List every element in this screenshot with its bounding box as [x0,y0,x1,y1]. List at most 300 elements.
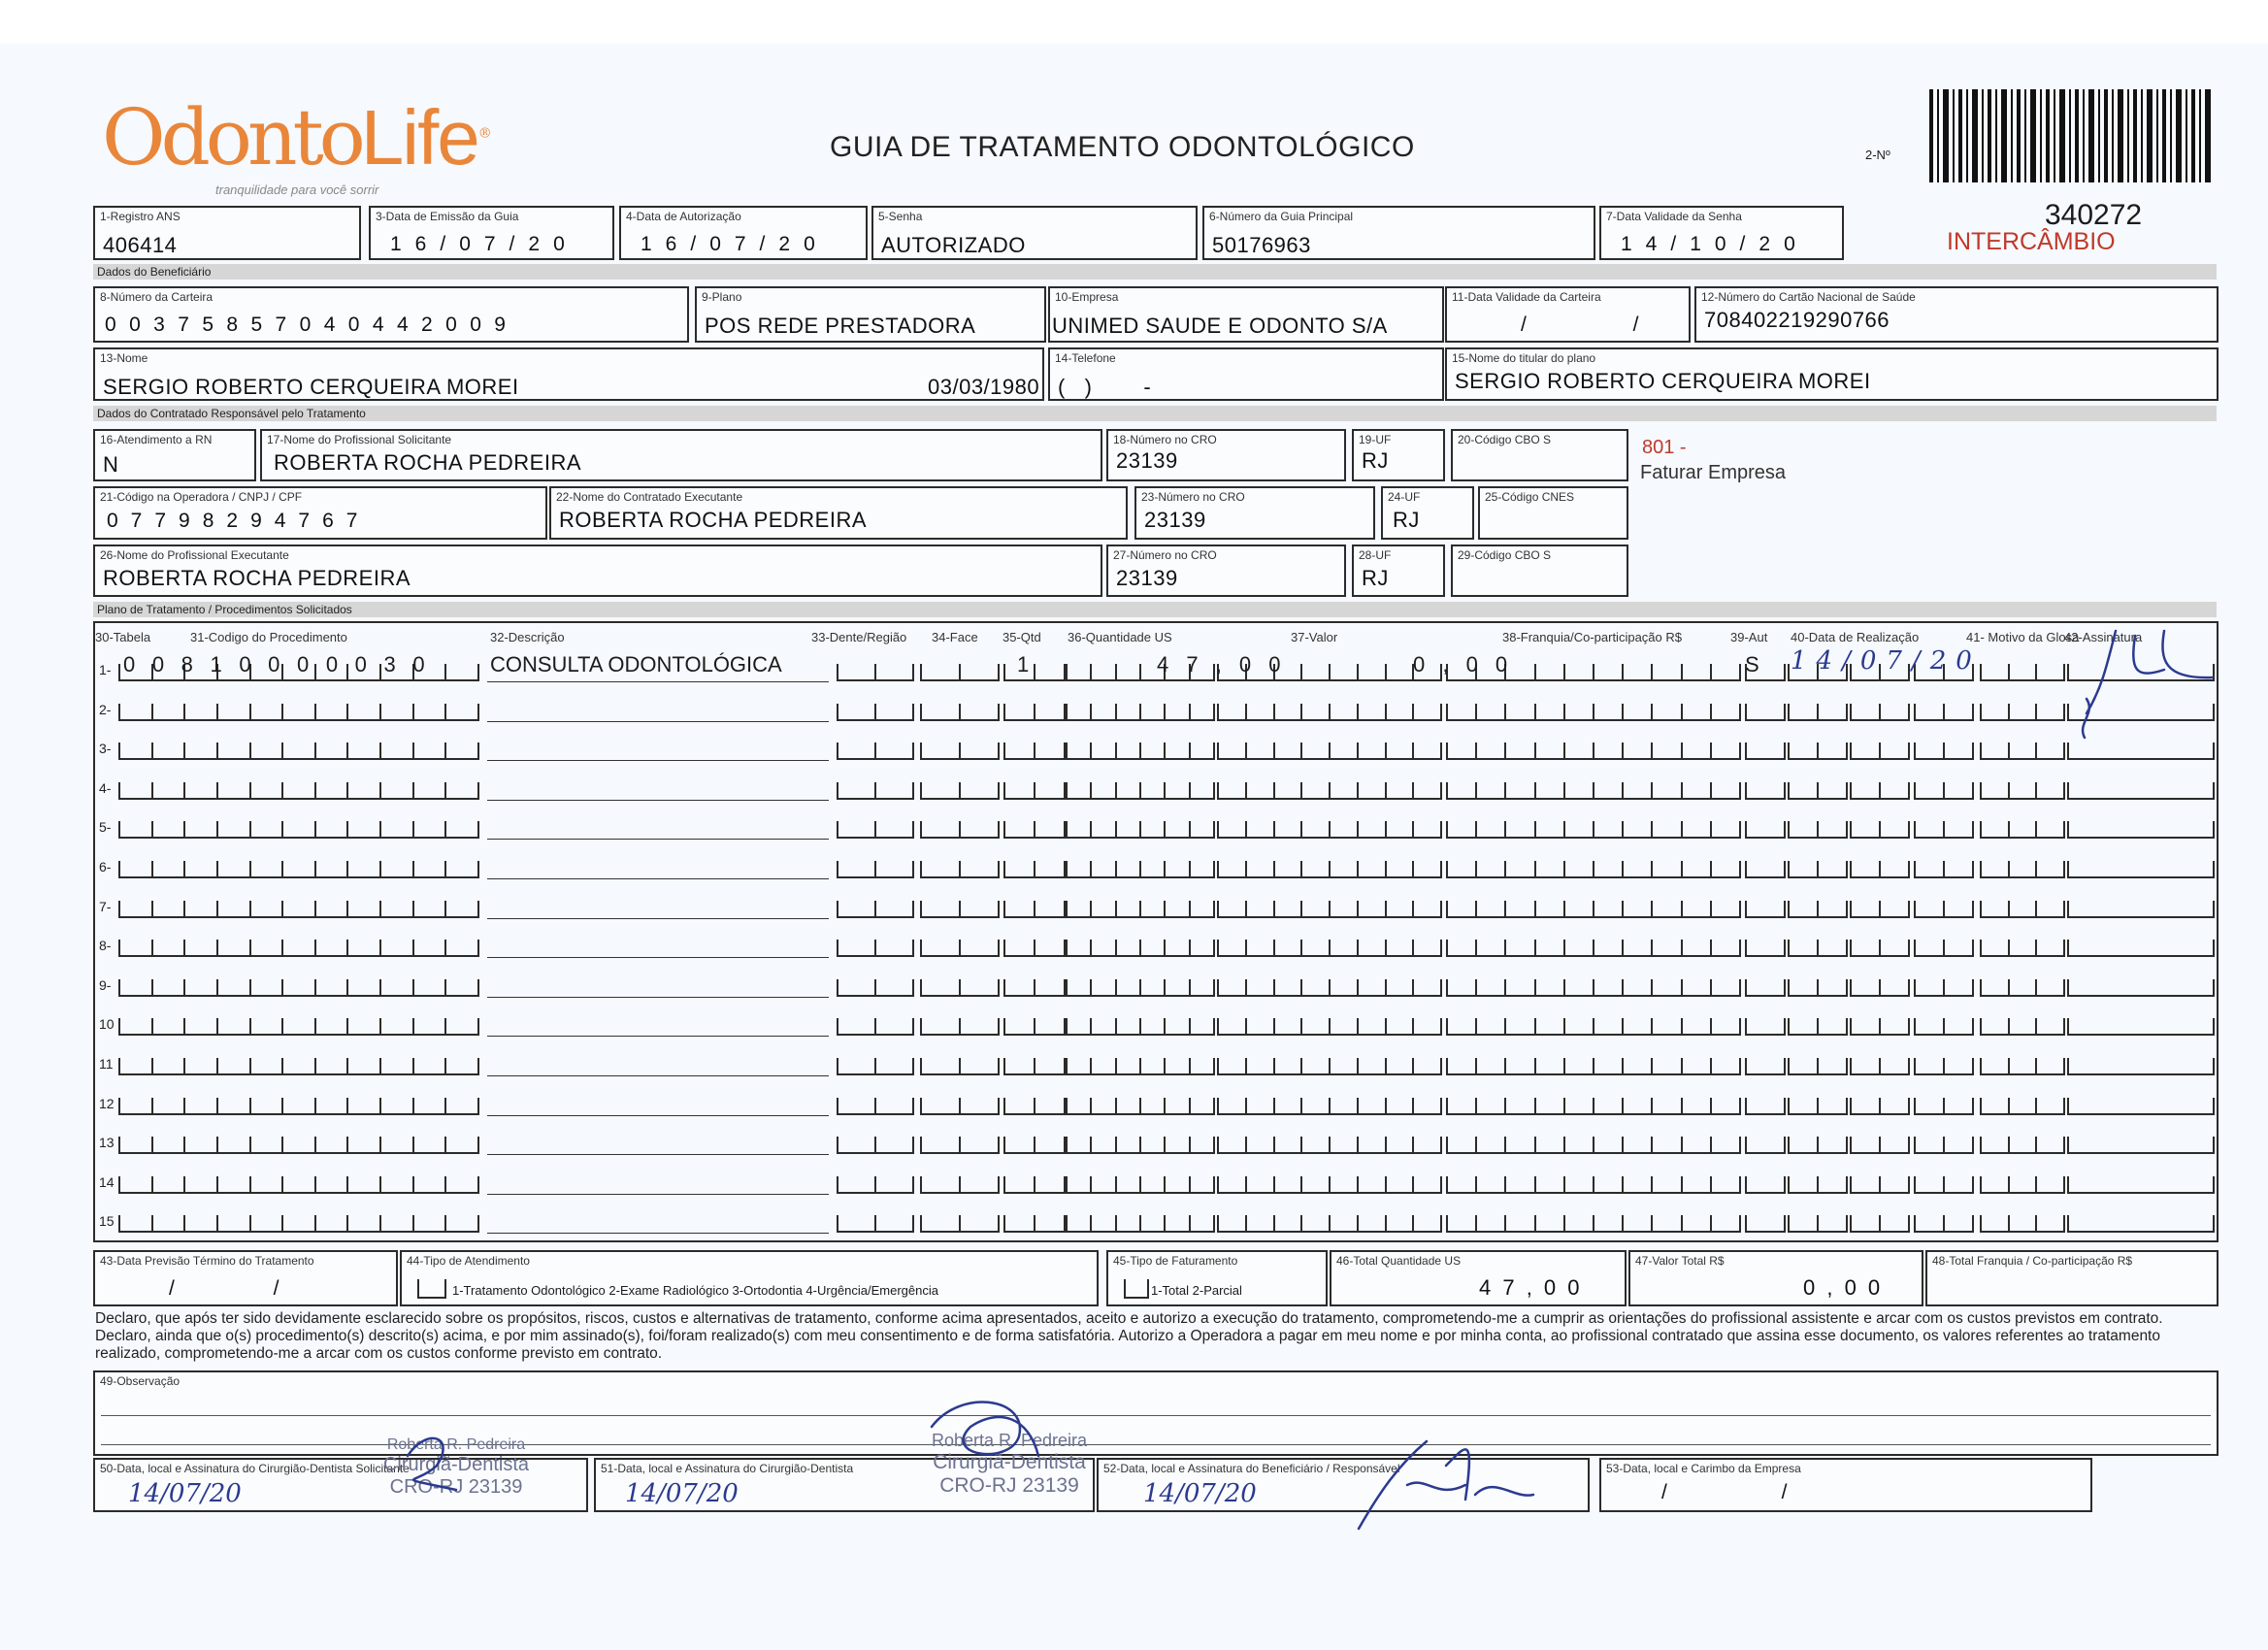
table-cell[interactable] [379,1058,414,1075]
table-cell[interactable] [1681,940,1712,957]
table-cell[interactable] [1651,1137,1682,1154]
table-cell[interactable] [2067,861,2215,878]
table-cell[interactable] [314,1018,349,1036]
table-cell[interactable] [837,1215,876,1233]
table-cell[interactable] [1980,901,2010,918]
table-cell[interactable] [1914,742,1945,760]
table-cell[interactable] [151,742,186,760]
table-cell[interactable] [1139,1137,1166,1154]
table-cell[interactable] [1357,1098,1387,1115]
table-cell[interactable] [1115,1098,1141,1115]
table-cell[interactable] [1329,901,1359,918]
table-cell[interactable] [1914,901,1945,918]
table-cell[interactable] [1090,1137,1116,1154]
table-cell[interactable] [2067,901,2215,918]
table-cell[interactable] [444,782,479,800]
table-cell[interactable] [1563,664,1594,681]
table-cell[interactable] [837,979,876,997]
field-profissional-solicitante[interactable]: 17-Nome do Profissional Solicitante ROBERTA ROCHA PEDREIRA [260,429,1102,481]
table-cell[interactable] [959,742,1000,760]
table-cell[interactable] [249,1137,284,1154]
table-cell[interactable] [2035,704,2065,721]
table-cell[interactable] [920,979,961,997]
table-cell[interactable] [1357,1018,1387,1036]
table-cell[interactable] [1534,901,1565,918]
field-uf-24[interactable]: 24-UF RJ [1381,486,1474,540]
table-cell[interactable] [1385,821,1415,839]
table-cell[interactable] [1090,782,1116,800]
table-cell[interactable] [1003,704,1035,721]
table-cell[interactable] [1066,1215,1092,1233]
table-cell[interactable] [1164,821,1190,839]
table-cell[interactable] [1914,1176,1945,1194]
table-cell[interactable] [281,1176,316,1194]
table-cell[interactable] [281,1137,316,1154]
table-cell[interactable] [837,1058,876,1075]
table-cell[interactable] [1651,1176,1682,1194]
table-cell[interactable] [314,742,349,760]
table-cell[interactable] [412,821,447,839]
table-cell[interactable] [1914,979,1945,997]
table-cell[interactable] [183,742,218,760]
table-cell[interactable] [1504,742,1535,760]
table-cell[interactable] [1003,861,1035,878]
table-cell[interactable] [118,979,153,997]
table-cell[interactable] [1300,861,1331,878]
table-cell[interactable] [1475,1176,1506,1194]
table-cell[interactable] [920,940,961,957]
table-cell[interactable] [249,704,284,721]
field-observacao[interactable]: 49-Observação [93,1370,2219,1456]
table-cell[interactable] [412,1137,447,1154]
table-cell[interactable] [1003,940,1035,957]
table-cell[interactable] [1446,901,1477,918]
table-cell[interactable] [1164,861,1190,878]
table-cell[interactable] [1710,861,1741,878]
table-cell[interactable] [1446,979,1477,997]
table-cell[interactable] [1189,1018,1215,1036]
table-cell[interactable] [1300,1018,1331,1036]
table-cell[interactable] [1329,1058,1359,1075]
table-cell[interactable] [281,1058,316,1075]
table-cell[interactable] [1385,1018,1415,1036]
table-cell[interactable] [281,979,316,997]
table-cell[interactable] [1189,901,1215,918]
field-nome[interactable]: 13-Nome SERGIO ROBERTO CERQUEIRA MOREI 03/03/1980 [93,347,1044,401]
table-cell[interactable] [959,704,1000,721]
table-cell[interactable] [1622,1058,1653,1075]
table-cell[interactable] [183,1137,218,1154]
table-cell[interactable] [1943,1215,1974,1233]
table-cell[interactable] [1090,821,1116,839]
table-cell[interactable] [1681,821,1712,839]
table-cell[interactable] [1446,821,1477,839]
table-cell[interactable] [1217,704,1247,721]
table-cell[interactable] [959,979,1000,997]
table-cell[interactable] [1139,901,1166,918]
table-cell[interactable] [2035,1018,2065,1036]
table-cell[interactable] [1651,664,1682,681]
table-cell[interactable] [1710,1058,1741,1075]
table-cell[interactable] [1273,821,1303,839]
table-cell[interactable] [1914,1058,1945,1075]
table-cell[interactable] [1273,1137,1303,1154]
table-cell[interactable] [1446,861,1477,878]
table-cell[interactable] [1710,1215,1741,1233]
table-cell[interactable] [314,861,349,878]
table-cell[interactable] [1817,1137,1848,1154]
table-cell[interactable] [1622,940,1653,957]
table-cell[interactable] [1710,821,1741,839]
table-cell[interactable] [920,742,961,760]
table-cell[interactable] [2008,782,2038,800]
table-cell[interactable] [1139,704,1166,721]
table-cell[interactable] [1850,979,1881,997]
table-cell[interactable] [1504,1137,1535,1154]
table-cell[interactable] [281,901,316,918]
table-cell[interactable] [1504,1098,1535,1115]
table-cell[interactable] [1563,1176,1594,1194]
table-cell[interactable] [874,901,914,918]
table-cell[interactable] [1788,1176,1819,1194]
table-cell[interactable] [379,861,414,878]
table-cell[interactable] [1563,1215,1594,1233]
table-cell[interactable] [346,742,381,760]
table-cell[interactable] [1943,1098,1974,1115]
table-cell[interactable] [1217,821,1247,839]
table-cell[interactable] [216,1137,251,1154]
table-cell[interactable] [1329,664,1359,681]
table-cell[interactable] [1622,861,1653,878]
table-cell[interactable] [151,1137,186,1154]
table-cell[interactable] [1563,821,1594,839]
table-cell[interactable] [412,1176,447,1194]
table-cell[interactable] [2008,821,2038,839]
table-cell[interactable] [1300,1215,1331,1233]
table-cell[interactable] [1710,704,1741,721]
table-cell[interactable] [281,821,316,839]
table-cell[interactable] [1329,1018,1359,1036]
table-cell[interactable] [1139,1098,1166,1115]
table-cell[interactable] [1850,1215,1881,1233]
table-cell[interactable] [118,782,153,800]
table-cell[interactable] [1446,1098,1477,1115]
table-cell[interactable] [444,940,479,957]
table-cell[interactable] [412,782,447,800]
table-cell[interactable] [118,861,153,878]
table-cell[interactable] [1817,901,1848,918]
table-cell[interactable] [1943,1018,1974,1036]
table-cell[interactable] [1066,1176,1092,1194]
table-cell[interactable] [1817,1018,1848,1036]
table-cell[interactable] [1850,1058,1881,1075]
table-cell[interactable] [1003,901,1035,918]
table-cell[interactable] [1139,742,1166,760]
table-cell[interactable] [2067,664,2215,681]
table-cell[interactable] [1003,1058,1035,1075]
table-cell[interactable] [346,1137,381,1154]
table-cell[interactable] [1943,1137,1974,1154]
table-cell[interactable] [1446,1137,1477,1154]
table-cell[interactable] [379,940,414,957]
table-cell[interactable] [1090,1176,1116,1194]
table-cell[interactable] [2008,979,2038,997]
table-cell[interactable] [1980,940,2010,957]
table-cell[interactable] [1879,1058,1910,1075]
table-cell[interactable] [1245,861,1275,878]
table-cell[interactable] [1788,1018,1819,1036]
table-cell[interactable] [1066,1058,1092,1075]
table-cell[interactable] [874,742,914,760]
table-cell[interactable] [1245,1058,1275,1075]
table-cell[interactable] [920,861,961,878]
table-cell[interactable] [2008,704,2038,721]
table-cell[interactable] [1034,664,1066,681]
table-cell[interactable] [874,1215,914,1233]
table-cell[interactable] [1446,1176,1477,1194]
table-cell[interactable] [1412,1098,1442,1115]
table-cell[interactable] [1003,782,1035,800]
table-cell[interactable] [1245,1215,1275,1233]
field-assinatura-50[interactable]: 50-Data, local e Assinatura do Cirurgião-Dentista Solicitante 14/07/20 [93,1458,588,1512]
table-cell[interactable] [281,704,316,721]
table-cell[interactable] [1475,861,1506,878]
table-cell[interactable] [1622,979,1653,997]
table-cell[interactable] [1504,940,1535,957]
table-cell[interactable] [1245,742,1275,760]
table-cell[interactable] [2008,1137,2038,1154]
table-cell[interactable] [216,901,251,918]
table-cell[interactable] [216,1098,251,1115]
field-cro-23[interactable]: 23-Número no CRO 23139 [1134,486,1375,540]
table-cell[interactable] [346,782,381,800]
table-cell[interactable] [1034,821,1066,839]
table-cell[interactable] [1003,1137,1035,1154]
table-cell[interactable] [920,901,961,918]
table-cell[interactable] [314,901,349,918]
table-cell[interactable] [1385,1137,1415,1154]
table-cell[interactable] [1385,704,1415,721]
table-cell[interactable] [1534,664,1565,681]
table-cell[interactable] [1090,861,1116,878]
table-cell[interactable] [1217,940,1247,957]
table-cell[interactable] [1412,821,1442,839]
table-cell[interactable] [1329,861,1359,878]
table-cell[interactable] [1217,901,1247,918]
table-cell[interactable] [959,1018,1000,1036]
table-cell[interactable] [1300,664,1331,681]
table-cell[interactable] [1115,901,1141,918]
table-cell[interactable] [837,940,876,957]
table-cell[interactable] [1217,861,1247,878]
table-cell[interactable] [1164,1137,1190,1154]
table-cell[interactable] [920,1215,961,1233]
table-cell[interactable] [1817,782,1848,800]
table-cell[interactable] [1879,1137,1910,1154]
table-cell[interactable] [1817,821,1848,839]
table-cell[interactable] [346,704,381,721]
table-cell[interactable] [1563,1098,1594,1115]
table-cell[interactable] [1412,1215,1442,1233]
table-cell[interactable] [379,1018,414,1036]
table-cell[interactable] [874,1137,914,1154]
table-cell[interactable] [1066,821,1092,839]
table-cell[interactable] [1329,782,1359,800]
table-cell[interactable] [1593,664,1624,681]
table-cell[interactable] [874,1018,914,1036]
table-cell[interactable] [1980,664,2010,681]
table-cell[interactable] [1563,742,1594,760]
table-cell[interactable] [1850,861,1881,878]
table-cell[interactable] [1943,1058,1974,1075]
table-cell[interactable] [1980,1098,2010,1115]
table-cell[interactable] [1164,1098,1190,1115]
table-cell[interactable] [2035,901,2065,918]
table-cell[interactable] [1504,1176,1535,1194]
table-cell[interactable] [1850,1176,1881,1194]
field-validade-carteira[interactable]: 11-Data Validade da Carteira / / [1445,286,1691,343]
table-cell[interactable] [1850,901,1881,918]
table-cell[interactable] [1329,1176,1359,1194]
table-cell[interactable] [151,1018,186,1036]
table-cell[interactable] [444,901,479,918]
table-cell[interactable] [118,1098,153,1115]
table-cell[interactable] [874,861,914,878]
tipo-faturamento-input[interactable] [1124,1279,1149,1299]
table-cell[interactable] [1412,1176,1442,1194]
table-cell[interactable] [183,901,218,918]
table-cell[interactable] [379,1176,414,1194]
table-cell[interactable] [920,1058,961,1075]
table-cell[interactable] [1357,821,1387,839]
field-cro-18[interactable]: 18-Número no CRO 23139 [1106,429,1346,481]
table-cell[interactable] [1651,979,1682,997]
table-cell[interactable] [1710,664,1741,681]
table-cell[interactable] [1710,901,1741,918]
table-cell[interactable] [1385,901,1415,918]
field-data-emissao[interactable]: 3-Data de Emissão da Guia 16/07/20 [369,206,614,260]
table-cell[interactable] [2035,1098,2065,1115]
table-cell[interactable] [249,1058,284,1075]
table-cell[interactable] [920,782,961,800]
table-cell[interactable] [183,782,218,800]
table-cell[interactable] [1003,742,1035,760]
table-cell[interactable] [1980,1058,2010,1075]
table-cell[interactable] [1273,861,1303,878]
table-cell[interactable] [1563,861,1594,878]
table-cell[interactable] [1385,1058,1415,1075]
table-cell[interactable] [1139,861,1166,878]
table-cell[interactable] [346,901,381,918]
field-cro-27[interactable]: 27-Número no CRO 23139 [1106,544,1346,597]
table-cell[interactable] [1475,1215,1506,1233]
table-cell[interactable] [151,821,186,839]
table-cell[interactable] [1504,704,1535,721]
table-cell[interactable] [118,742,153,760]
table-cell[interactable] [1300,821,1331,839]
table-cell[interactable] [1593,742,1624,760]
table-cell[interactable] [1943,742,1974,760]
table-cell[interactable] [1980,782,2010,800]
table-cell[interactable] [1115,1058,1141,1075]
table-cell[interactable] [1879,821,1910,839]
table-cell[interactable] [959,782,1000,800]
table-cell[interactable] [1534,1098,1565,1115]
table-cell[interactable] [1681,782,1712,800]
table-cell[interactable] [1651,821,1682,839]
field-cbo-29[interactable]: 29-Código CBO S [1451,544,1628,597]
table-cell[interactable] [1563,1137,1594,1154]
table-cell[interactable] [1710,1176,1741,1194]
table-cell[interactable] [1273,1098,1303,1115]
field-senha[interactable]: 5-Senha AUTORIZADO [871,206,1198,260]
table-cell[interactable] [1593,979,1624,997]
table-cell[interactable] [1357,979,1387,997]
table-cell[interactable] [2035,1058,2065,1075]
table-cell[interactable] [1534,704,1565,721]
table-cell[interactable] [1300,979,1331,997]
table-cell[interactable] [1115,979,1141,997]
table-cell[interactable] [920,1018,961,1036]
table-cell[interactable] [2067,979,2215,997]
table-cell[interactable] [874,979,914,997]
table-cell[interactable] [1385,1098,1415,1115]
table-cell[interactable] [1534,861,1565,878]
table-cell[interactable] [444,704,479,721]
table-cell[interactable] [1189,979,1215,997]
table-cell[interactable] [379,1215,414,1233]
table-cell[interactable] [959,901,1000,918]
table-cell[interactable] [346,1215,381,1233]
table-cell[interactable] [379,821,414,839]
table-cell[interactable] [2035,1176,2065,1194]
table-cell[interactable] [1622,782,1653,800]
table-cell[interactable] [1217,1018,1247,1036]
table-cell[interactable] [1090,901,1116,918]
field-validade-senha[interactable]: 7-Data Validade da Senha 14/10/20 [1599,206,1844,260]
table-cell[interactable] [1217,1176,1247,1194]
table-cell[interactable] [118,1058,153,1075]
table-cell[interactable] [1914,1215,1945,1233]
table-cell[interactable] [1980,979,2010,997]
table-cell[interactable] [1850,742,1881,760]
field-data-autorizacao[interactable]: 4-Data de Autorização 16/07/20 [619,206,868,260]
table-cell[interactable] [412,1215,447,1233]
field-profissional-executante[interactable]: 26-Nome do Profissional Executante ROBERTA ROCHA PEDREIRA [93,544,1102,597]
table-cell[interactable] [412,861,447,878]
table-cell[interactable] [1475,940,1506,957]
table-cell[interactable] [1090,979,1116,997]
table-cell[interactable] [2067,1137,2215,1154]
table-cell[interactable] [1090,1098,1116,1115]
table-cell[interactable] [1817,940,1848,957]
table-cell[interactable] [1412,704,1442,721]
table-cell[interactable] [1534,940,1565,957]
table-cell[interactable] [1115,782,1141,800]
table-cell[interactable] [151,940,186,957]
table-cell[interactable] [874,704,914,721]
table-cell[interactable] [1090,664,1116,681]
table-cell[interactable] [1534,1176,1565,1194]
table-cell[interactable] [151,1215,186,1233]
table-cell[interactable] [1745,704,1786,721]
table-cell[interactable] [249,1018,284,1036]
table-cell[interactable] [1164,979,1190,997]
table-cell[interactable] [1980,1176,2010,1194]
table-cell[interactable] [1034,1058,1066,1075]
table-cell[interactable] [1446,940,1477,957]
table-cell[interactable] [1710,1137,1741,1154]
